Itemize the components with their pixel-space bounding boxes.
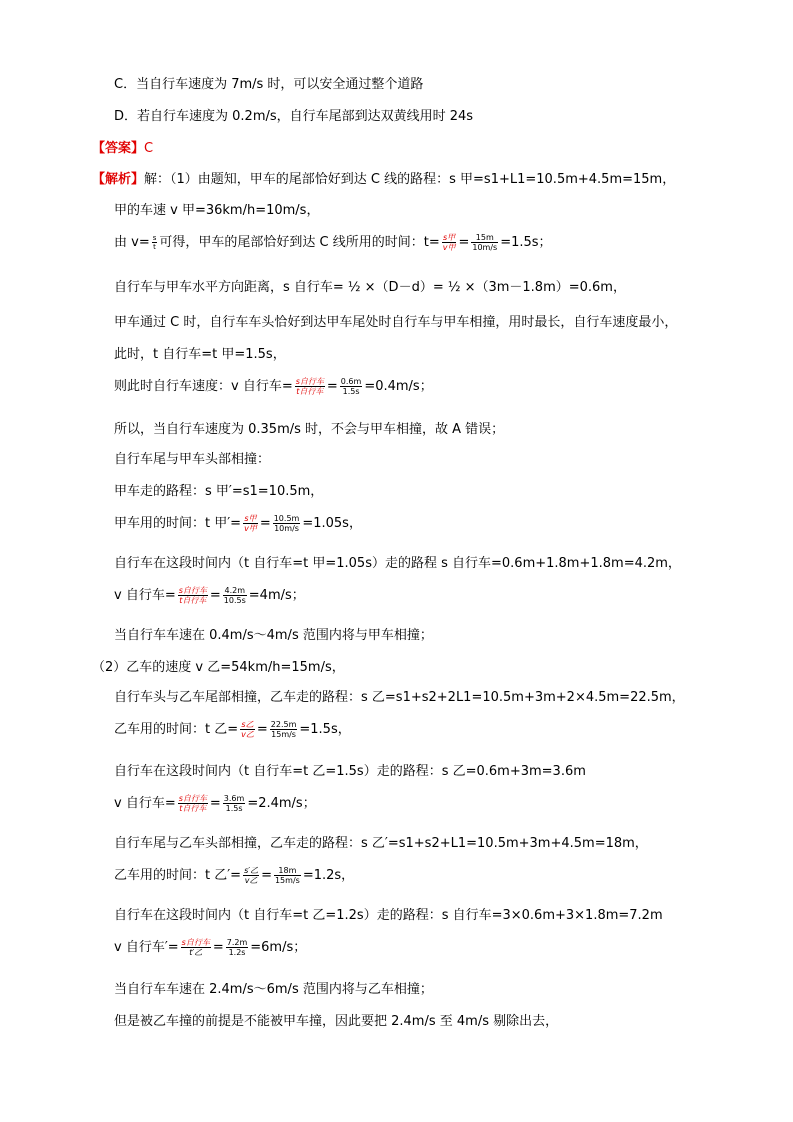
- analysis-line-21: 乙车用的时间：t 乙′= $\frac{\text{s′乙}}{\text{v乙}}$ = $\frac{18m}{15m/s}$ =1.2s，: [114, 866, 355, 885]
- fraction-72m-over-12s: $\frac{7.2m}{1.2s}$: [226, 938, 248, 957]
- line-7-part-b: =0.4m/s；: [364, 379, 433, 394]
- fraction-syi-over-vyi: $\frac{\text{s乙}}{\text{v乙}}$: [241, 720, 254, 739]
- analysis-line-23: v 自行车′= $\frac{\text{s自行车}}{\text{t′乙}}$ = $\frac{7.2m}{1.2s}$ =6m/s；: [114, 938, 307, 957]
- fraction-42m-over-105s: $\frac{4.2m}{10.5s}$: [223, 586, 246, 605]
- fraction-sbike-over-tbike-3: $\frac{\text{s自行车}}{\text{t自行车}}$: [178, 794, 207, 813]
- analysis-row-1: [92, 170, 675, 190]
- analysis-line-3: 由 v= $\frac{s}{t}$ 可得，甲车的尾部恰好到达 C 线所用的时间：t= $\frac{\text{s甲}}{\text{v甲}}$ = $\frac{15m}{10m/s}$ =1.5s；: [114, 233, 552, 252]
- analysis-line-15: （2）乙车的速度 v 乙=54km/h=15m/s，: [92, 660, 345, 675]
- analysis-line-13: v 自行车= $\frac{\text{s自行车}}{\text{t自行车}}$ = $\frac{4.2m}{10.5s}$ =4m/s；: [114, 586, 305, 605]
- line-13-part-b: =4m/s；: [248, 588, 305, 603]
- analysis-label: 【解析】: [92, 172, 145, 187]
- analysis-line-4: 自行车与甲车水平方向距离，s 自行车= ½ ×（D－d）= ½ ×（3m－1.8m）=0.6m，: [114, 280, 626, 295]
- line-3-part-b: 可得，甲车的尾部恰好到达 C 线所用的时间：t=: [159, 235, 440, 250]
- fraction-sjia-over-vjia: $\frac{\text{s甲}}{\text{v甲}}$: [442, 233, 456, 252]
- line-11-part-b: =1.05s，: [302, 516, 362, 531]
- line-23-part-a: v 自行车′=: [114, 940, 179, 955]
- analysis-line-5: 甲车通过 C 时，自行车车头恰好到达甲车尾处时自行车与甲车相撞，用时最长，自行车速度最小，: [114, 315, 678, 330]
- line-3-part-a: 由 v=: [114, 235, 150, 250]
- line-21-part-a: 乙车用的时间：t 乙′=: [114, 868, 242, 883]
- line-17-part-b: =1.5s，: [299, 722, 351, 737]
- analysis-line-18: 自行车在这段时间内（t 自行车=t 乙=1.5s）走的路程：s 乙=0.6m+3m=3.6m: [114, 764, 586, 779]
- line-17-part-a: 乙车用的时间：t 乙=: [114, 722, 239, 737]
- analysis-line-2: 甲的车速 v 甲=36km/h=10m/s，: [114, 203, 320, 218]
- analysis-line-24: 当自行车车速在 2.4m/s～6m/s 范围内将与乙车相撞；: [114, 982, 433, 997]
- analysis-line-12: 自行车在这段时间内（t 自行车=t 甲=1.05s）走的路程 s 自行车=0.6m+1.8m+1.8m=4.2m，: [114, 556, 681, 571]
- fraction-18m-over-15ms: $\frac{18m}{15m/s}$: [274, 866, 300, 885]
- fraction-225m-over-15ms: $\frac{22.5m}{15m/s}$: [270, 720, 297, 739]
- line-19-part-b: =2.4m/s；: [247, 796, 316, 811]
- line-13-part-a: v 自行车=: [114, 588, 176, 603]
- analysis-line-14: 当自行车车速在 0.4m/s～4m/s 范围内将与甲车相撞；: [114, 628, 433, 643]
- line-21-part-b: =1.2s，: [302, 868, 355, 883]
- fraction-36m-over-15s: $\frac{3.6m}{1.5s}$: [223, 794, 245, 813]
- answer-row: [92, 139, 153, 159]
- line-3-part-c: =1.5s；: [500, 235, 552, 250]
- fraction-15m-over-10ms: $\frac{15m}{10m/s}$: [472, 233, 498, 252]
- line-19-part-a: v 自行车=: [114, 796, 176, 811]
- option-c: C．当自行车速度为 7m/s 时，可以安全通过整个道路: [114, 77, 424, 92]
- analysis-line-17: 乙车用的时间：t 乙= $\frac{\text{s乙}}{\text{v乙}}$ = $\frac{22.5m}{15m/s}$ =1.5s，: [114, 720, 351, 739]
- analysis-line-20: 自行车尾与乙车头部相撞，乙车走的路程：s 乙′=s1+s2+L1=10.5m+3m+4.5m=18m，: [114, 836, 648, 851]
- fraction-06m-over-15s: $\frac{0.6m}{1.5s}$: [340, 377, 362, 396]
- answer-label: 【答案】: [92, 141, 145, 156]
- fraction-sjia-over-vjia-2: $\frac{\text{s甲}}{\text{v甲}}$: [244, 514, 257, 533]
- fraction-s-over-t: $\frac{s}{t}$: [152, 234, 157, 251]
- line-7-part-a: 则此时自行车速度：v 自行车=: [114, 379, 293, 394]
- analysis-line-1: 解：（1）由题知，甲车的尾部恰好到达 C 线的路程：s 甲=s1+L1=10.5m+4.5m=15m，: [144, 172, 676, 187]
- line-11-part-a: 甲车用的时间：t 甲′=: [114, 516, 242, 531]
- analysis-line-16: 自行车头与乙车尾部相撞，乙车走的路程：s 乙=s1+s2+2L1=10.5m+3m+2×4.5m=22.5m，: [114, 690, 685, 705]
- answer-value: C: [144, 141, 154, 156]
- analysis-line-19: v 自行车= $\frac{\text{s自行车}}{\text{t自行车}}$ = $\frac{3.6m}{1.5s}$ =2.4m/s；: [114, 794, 316, 813]
- fraction-105m-over-10ms: $\frac{10.5m}{10m/s}$: [273, 514, 300, 533]
- analysis-line-7: 则此时自行车速度：v 自行车= $\frac{\text{s自行车}}{\text{t自行车}}$ = $\frac{0.6m}{1.5s}$ =0.4m/s；: [114, 377, 433, 396]
- analysis-line-11: 甲车用的时间：t 甲′= $\frac{\text{s甲}}{\text{v甲}}$ = $\frac{10.5m}{10m/s}$ =1.05s，: [114, 514, 362, 533]
- analysis-line-9: 自行车尾与甲车头部相撞：: [114, 452, 271, 467]
- fraction-sbike-over-tbike: $\frac{\text{s自行车}}{\text{t自行车}}$: [295, 377, 324, 396]
- analysis-line-25: 但是被乙车撞的前提是不能被甲车撞，因此要把 2.4m/s 至 4m/s 剔除出去，: [114, 1014, 559, 1029]
- analysis-line-8: 所以，当自行车速度为 0.35m/s 时，不会与甲车相撞，故 A 错误；: [114, 422, 505, 437]
- line-23-part-b: =6m/s；: [250, 940, 307, 955]
- analysis-line-6: 此时，t 自行车=t 甲=1.5s，: [114, 347, 286, 362]
- option-d: D．若自行车速度为 0.2m/s，自行车尾部到达双黄线用时 24s: [114, 109, 474, 124]
- fraction-sbike-over-tbike-2: $\frac{\text{s自行车}}{\text{t自行车}}$: [178, 586, 207, 605]
- analysis-line-22: 自行车在这段时间内（t 自行车=t 乙=1.2s）走的路程：s 自行车=3×0.6m+3×1.8m=7.2m: [114, 908, 663, 923]
- analysis-line-10: 甲车走的路程：s 甲′=s1=10.5m，: [114, 484, 324, 499]
- fraction-sbike-over-tyi-prime: $\frac{\text{s自行车}}{\text{t′乙}}$: [181, 938, 210, 957]
- fraction-syi-prime-over-vyi: $\frac{\text{s′乙}}{\text{v乙}}$: [244, 866, 259, 885]
